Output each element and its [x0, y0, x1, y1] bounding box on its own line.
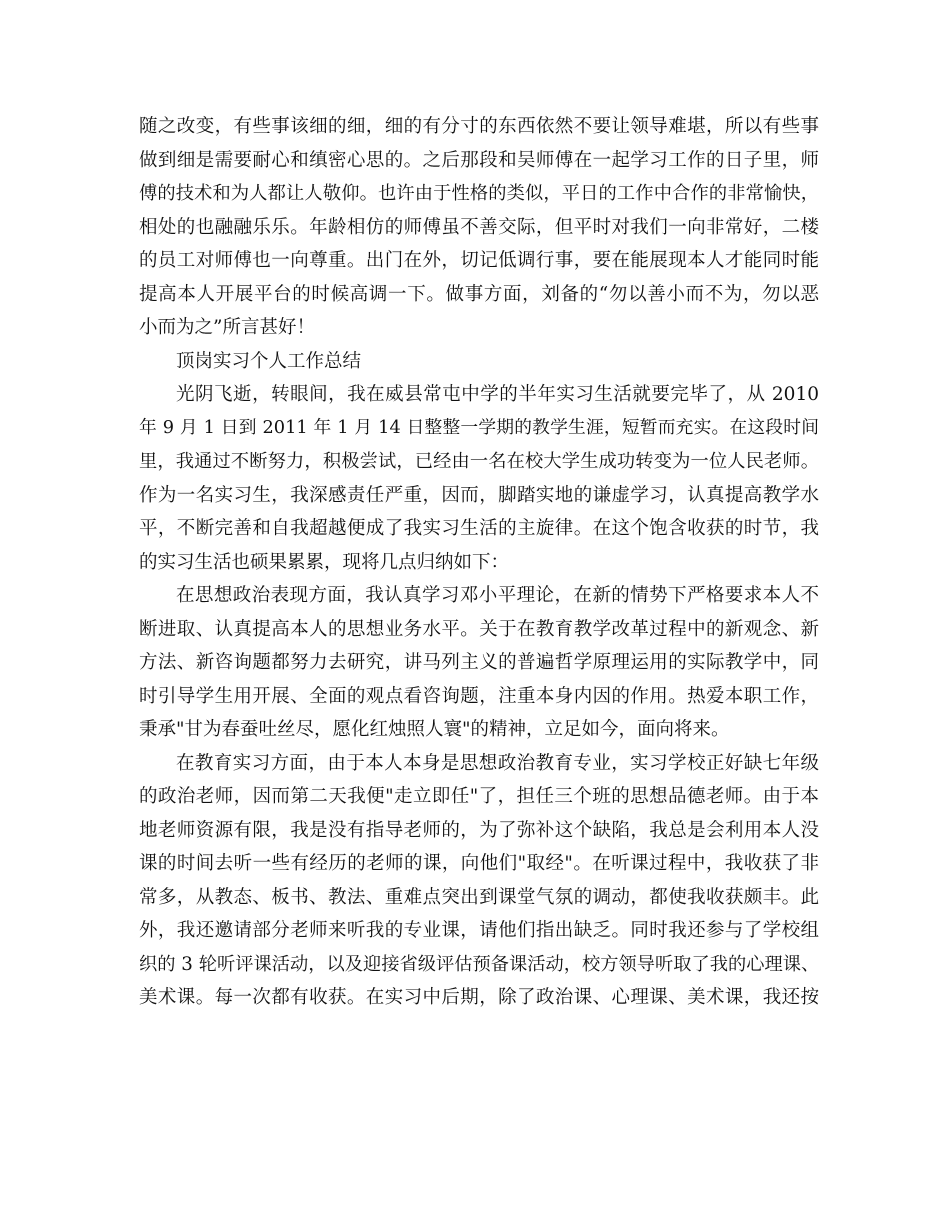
text-line: 织的 3 轮听评课活动，以及迎接省级评估预备课活动，校方领导听取了我的心理课、 [139, 953, 820, 975]
text-line: 美术课。每一次都有收获。在实习中后期，除了政治课、心理课、美术课，我还按 [139, 987, 819, 1008]
text-line: 断进取、认真提高本人的思想业务水平。关于在教育教学改革过程中的新观念、新 [139, 618, 819, 640]
text-line: 常多，从教态、板书、教法、重难点突出到课堂气氛的调动，都使我收获颇丰。此 [139, 886, 819, 908]
text-line: 随之改变，有些事该细的细，细的有分寸的东西依然不要让领导难堪，所以有些事 [139, 116, 819, 137]
text-line: 地老师资源有限，我是没有指导老师的，为了弥补这个缺陷，我总是会利用本人没 [139, 819, 819, 841]
document-page [139, 110, 819, 1015]
text-line: 年 9 月 1 日到 2011 年 1 月 14 日整整一学期的教学生涯，短暂而充实。在这段时间 [139, 417, 819, 438]
text-line: 里，我通过不断努力，积极尝试，已经由一名在校大学生成功转变为一位人民老师。 [139, 451, 819, 472]
text-line: 方法、新咨询题都努力去研究，讲马列主义的普遍哲学原理运用的实际教学中，同 [139, 652, 819, 673]
text-line: 在思想政治表现方面，我认真学习邓小平理论，在新的情势下严格要求本人不 [176, 585, 819, 606]
text-line: 时引导学生用开展、全面的观点看咨询题，注重本身内因的作用。热爱本职工作， [139, 685, 819, 707]
text-line: 的实习生活也硕果累累，现将几点归纳如下： [139, 551, 510, 573]
text-line: 相处的也融融乐乐。年龄相仿的师傅虽不善交际，但平时对我们一向非常好，二楼 [139, 216, 819, 238]
text-line: 的政治老师，因而第二天我便"走立即任"了，担任三个班的思想品德老师。由于本 [139, 786, 819, 807]
text-line: 课的时间去听一些有经历的老师的课，向他们"取经"。在听课过程中，我收获了非 [139, 853, 819, 874]
text-line: 做到细是需要耐心和缜密心思的。之后那段和吴师傅在一起学习工作的日子里，师 [139, 149, 819, 171]
text-line: 外，我还邀请部分老师来听我的专业课，请他们指出缺乏。同时我还参与了学校组 [139, 920, 819, 941]
text-line: 小而为之”所言甚好！ [139, 317, 315, 338]
text-line: 光阴飞逝，转眼间，我在威县常屯中学的半年实习生活就要完毕了，从 2010 [176, 384, 819, 405]
text-line: 作为一名实习生，我深感责任严重，因而，脚踏实地的谦虚学习，认真提高教学水 [139, 484, 819, 506]
text-line: 平，不断完善和自我超越便成了我实习生活的主旋律。在这个饱含收获的时节，我 [139, 518, 819, 539]
text-line: 傅的技术和为人都让人敬仰。也许由于性格的类似，平日的工作中合作的非常愉快， [139, 183, 819, 204]
section-heading: 顶岗实习个人工作总结 [176, 350, 362, 372]
text-line: 的员工对师傅也一向尊重。出门在外，切记低调行事，要在能展现本人才能同时能 [139, 250, 819, 271]
text-line: 提高本人开展平台的时候高调一下。做事方面，刘备的“勿以善小而不为，勿以恶 [139, 283, 819, 305]
text-line: 秉承"甘为春蚕吐丝尽，愿化红烛照人寰"的精神，立足如今，面向将来。 [139, 719, 730, 740]
text-line: 在教育实习方面，由于本人本身是思想政治教育专业，实习学校正好缺七年级 [176, 752, 819, 774]
